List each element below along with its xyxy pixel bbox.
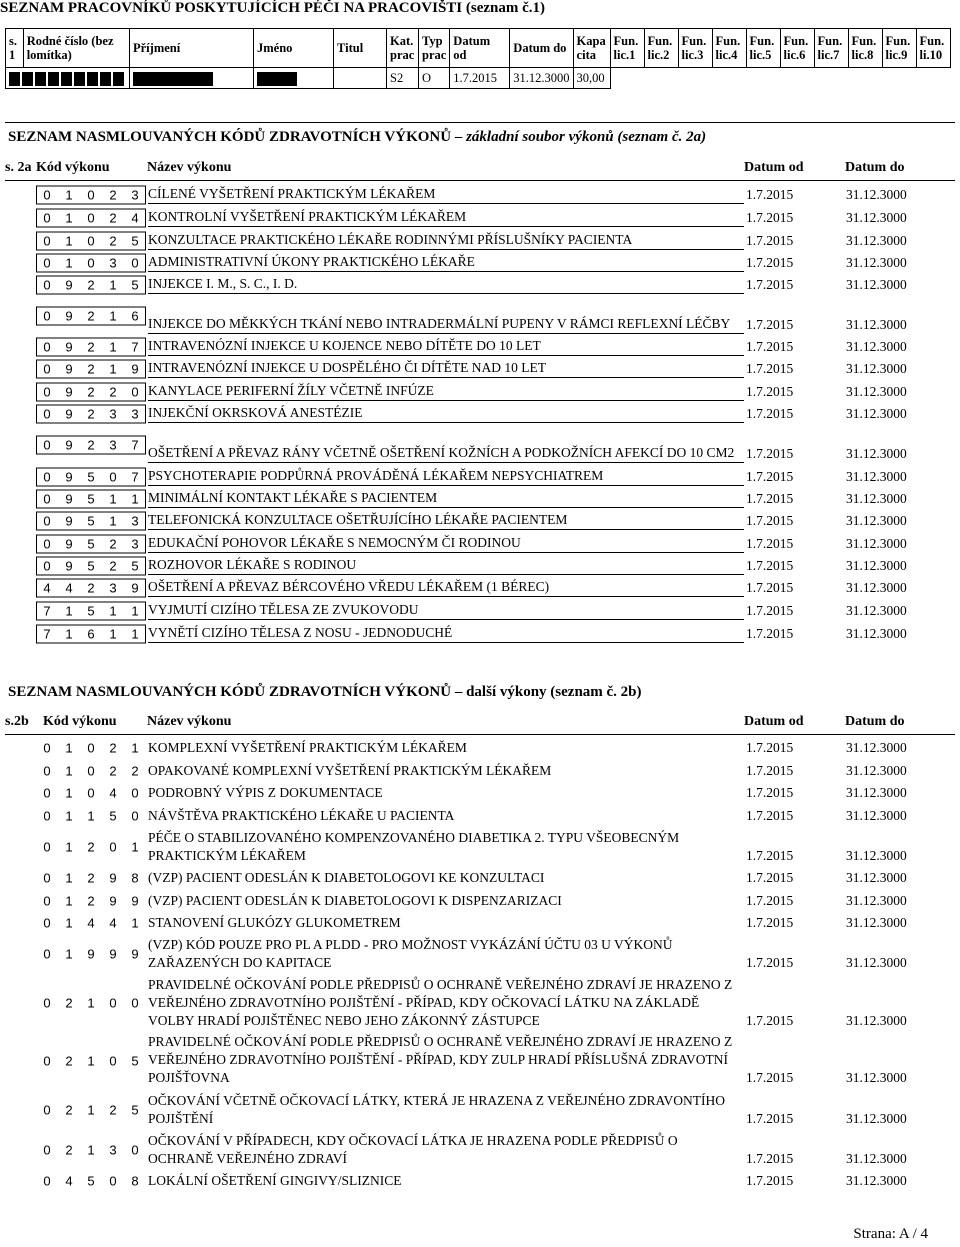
- date-to: 31.12.3000: [846, 210, 907, 225]
- surname-redacted: [130, 68, 254, 89]
- code-name: VYNĚTÍ CIZÍHO TĚLESA Z NOSU - JEDNODUCHÉ: [148, 624, 744, 643]
- date-to: 31.12.3000: [846, 626, 907, 641]
- code-name: STANOVENÍ GLUKÓZY GLUKOMETREM: [148, 915, 401, 930]
- date-to: 31.12.3000: [846, 1111, 907, 1126]
- date-to: 31.12.3000: [846, 1151, 907, 1166]
- staff-header-cell: Datum do: [510, 29, 573, 68]
- date-to: 31.12.3000: [846, 339, 907, 354]
- datum-do-cell: 31.12.3000: [510, 68, 573, 89]
- date-from: 1.7.2015: [746, 536, 794, 551]
- code-digits: 0 9 5 1 1: [36, 488, 146, 510]
- code-name: OČKOVÁNÍ V PŘÍPADECH, KDY OČKOVACÍ LÁTKA JE HRAZENA PODLE PŘEDPISŮ O OCHRANĚ VEŘEJNÉHO ZDRAVÍ: [148, 1133, 678, 1166]
- date-from: 1.7.2015: [746, 187, 794, 202]
- code-row: [36, 274, 926, 296]
- code-name: CÍLENÉ VYŠETŘENÍ PRAKTICKÝM LÉKAŘEM: [148, 185, 744, 204]
- code-name: KOMPLEXNÍ VYŠETŘENÍ PRAKTICKÝM LÉKAŘEM: [148, 740, 467, 755]
- code-name: TELEFONICKÁ KONZULTACE OŠETŘUJÍCÍHO LÉKAŘE PACIENTEM: [148, 511, 744, 530]
- date-from: 1.7.2015: [746, 580, 794, 595]
- date-from: 1.7.2015: [746, 233, 794, 248]
- list1-title: SEZNAM PRACOVNÍKŮ POSKYTUJÍCÍCH PÉČI NA PRACOVIŠTI (seznam č.1): [0, 0, 546, 16]
- code-name: (VZP) PACIENT ODESLÁN K DIABETOLOGOVI K DISPENZARIZACI: [148, 893, 562, 908]
- date-from: 1.7.2015: [746, 785, 794, 800]
- staff-header-cell: Titul: [334, 29, 387, 68]
- code-row: [36, 184, 926, 206]
- code-row: [36, 532, 926, 555]
- code-name: PRAVIDELNÉ OČKOVÁNÍ PODLE PŘEDPISŮ O OCHRANĚ VEŘEJNÉHO ZDRAVÍ JE HRAZENO Z VEŘEJNÉHO ZDRAVOTNÍHO POJIŠTĚNÍ - PŘÍPAD, KDY ZULP HRADÍ PŘÍSLUŠNÁ ZDRAVOTNÍ POJIŠŤOVNA: [148, 1034, 733, 1085]
- code-name: INJEKCE DO MĚKKÝCH TKÁNÍ NEBO INTRADERMÁLNÍ PUPENY V RÁMCI REFLEXNÍ LÉČBY: [148, 315, 744, 334]
- code-name: KANYLACE PERIFERNÍ ŽÍLY VČETNĚ INFÚZE: [148, 382, 744, 401]
- code-row: [36, 252, 926, 274]
- code-row: [36, 759, 926, 782]
- date-from: 1.7.2015: [746, 339, 794, 354]
- code-digits: 0 1 0 2 4: [36, 206, 146, 229]
- date-from: 1.7.2015: [746, 1173, 794, 1188]
- date-to: 31.12.3000: [846, 808, 907, 823]
- date-to: 31.12.3000: [846, 955, 907, 970]
- code-name: KONTROLNÍ VYŠETŘENÍ PRAKTICKÝM LÉKAŘEM: [148, 208, 744, 227]
- code-digits: 0 9 2 3 7: [36, 425, 146, 465]
- code-digits: 0 4 5 0 8: [43, 1173, 139, 1189]
- date-from: 1.7.2015: [746, 361, 794, 376]
- date-to: 31.12.3000: [846, 1070, 907, 1085]
- code-digits: 0 9 5 0 7: [36, 465, 146, 488]
- code-name: INTRAVENÓZNÍ INJEKCE U DOSPĚLÉHO ČI DÍTĚTE NAD 10 LET: [148, 359, 744, 378]
- date-to: 31.12.3000: [846, 763, 907, 778]
- code-name: PSYCHOTERAPIE PODPŮRNÁ PROVÁDĚNÁ LÉKAŘEM NEPSYCHIATREM: [148, 467, 744, 486]
- code-name: NÁVŠTĚVA PRAKTICKÉHO LÉKAŘE U PACIENTA: [148, 808, 455, 823]
- code-digits: 7 1 5 1 1: [36, 599, 146, 622]
- code-row: [36, 206, 926, 229]
- date-from: 1.7.2015: [746, 603, 794, 618]
- staff-header-cell: Fun. lic.3: [678, 29, 712, 68]
- page-footer: Strana: A / 4: [853, 1226, 928, 1242]
- code-row: [36, 889, 926, 912]
- date-from: 1.7.2015: [746, 1070, 794, 1085]
- code-name: VYJMUTÍ CIZÍHO TĚLESA ZE ZVUKOVODU: [148, 601, 744, 620]
- code-digits: 0 1 2 9 8: [43, 870, 139, 886]
- staff-header-cell: s. 1: [6, 29, 24, 68]
- code-row: [36, 1089, 926, 1130]
- staff-header-cell: Fun. lic.7: [814, 29, 848, 68]
- code-digits: 0 1 2 0 1: [43, 839, 139, 855]
- code-row: [36, 380, 926, 403]
- code-row: [36, 599, 926, 622]
- code-row: [36, 912, 926, 934]
- staff-header-cell: Fun. lic.9: [882, 29, 916, 68]
- firstname-redacted: [254, 68, 334, 89]
- code-digits: 0 1 1 5 0: [43, 808, 139, 823]
- code-digits: 0 2 1 2 5: [43, 1102, 139, 1117]
- date-to: 31.12.3000: [846, 580, 907, 595]
- code-digits: 0 2 1 0 0: [43, 995, 139, 1011]
- date-from: 1.7.2015: [746, 1151, 794, 1166]
- code-digits: 0 1 9 9 9: [43, 946, 139, 962]
- list2b-column-header: s.2b Kód výkonu Název výkonu Datum od Datum do: [5, 710, 955, 735]
- date-from: 1.7.2015: [746, 317, 794, 332]
- date-from: 1.7.2015: [746, 491, 794, 506]
- code-row: [36, 465, 926, 488]
- date-from: 1.7.2015: [746, 740, 794, 755]
- staff-header-cell: Fun. lic.5: [746, 29, 780, 68]
- date-from: 1.7.2015: [746, 384, 794, 399]
- date-from: 1.7.2015: [746, 1111, 794, 1126]
- date-to: 31.12.3000: [846, 603, 907, 618]
- date-to: 31.12.3000: [846, 1013, 907, 1028]
- code-row: [36, 336, 926, 358]
- staff-header-cell: Fun. lic.2: [644, 29, 678, 68]
- code-row: [36, 425, 926, 465]
- code-row: [36, 782, 926, 804]
- code-name: OPAKOVANÉ KOMPLEXNÍ VYŠETŘENÍ PRAKTICKÝM LÉKAŘEM: [148, 763, 552, 778]
- date-to: 31.12.3000: [846, 740, 907, 755]
- code-name: LOKÁLNÍ OŠETŘENÍ GINGIVY/SLIZNICE: [148, 1173, 402, 1188]
- code-row: [36, 974, 926, 1032]
- code-digits: 0 1 0 2 1: [43, 740, 139, 756]
- code-name: PODROBNÝ VÝPIS Z DOKUMENTACE: [148, 785, 383, 800]
- typ-cell: O: [419, 68, 450, 89]
- staff-table-row: [6, 68, 951, 89]
- code-row: [36, 827, 926, 867]
- code-row: [36, 804, 926, 827]
- staff-header-cell: Rodné číslo (bez lomítka): [23, 29, 129, 68]
- title-cell: [334, 68, 387, 89]
- staff-header-cell: Datum od: [450, 29, 510, 68]
- code-digits: 0 1 0 2 5: [36, 229, 146, 252]
- list2a-column-header: s. 2a Kód výkonu Název výkonu Datum od Datum do: [5, 156, 955, 181]
- code-row: [36, 229, 926, 252]
- date-to: 31.12.3000: [846, 558, 907, 573]
- date-to: 31.12.3000: [846, 848, 907, 863]
- code-name: OŠETŘENÍ A PŘEVAZ BÉRCOVÉHO VŘEDU LÉKAŘEM (1 BÉREC): [148, 578, 744, 597]
- date-from: 1.7.2015: [746, 513, 794, 528]
- code-name: INJEKČNÍ OKRSKOVÁ ANESTÉZIE: [148, 404, 744, 423]
- date-from: 1.7.2015: [746, 277, 794, 292]
- staff-header-cell: Příjmení: [130, 29, 254, 68]
- date-to: 31.12.3000: [846, 870, 907, 885]
- kapacita-cell: 30,00: [573, 68, 610, 89]
- code-digits: 0 2 1 0 5: [43, 1053, 139, 1068]
- code-name: (VZP) KÓD POUZE PRO PL A PLDD - PRO MOŽNOST VYKÁZÁNÍ ÚČTU 03 U VÝKONŮ ZAŘAZENÝCH DO KAPITACE: [148, 937, 673, 970]
- date-to: 31.12.3000: [846, 469, 907, 484]
- code-digits: 0 9 2 3 3: [36, 403, 146, 425]
- date-from: 1.7.2015: [746, 1013, 794, 1028]
- list2b-title: SEZNAM NASMLOUVANÝCH KÓDŮ ZDRAVOTNÍCH VÝKONŮ – další výkony (seznam č. 2b): [8, 684, 642, 700]
- date-from: 1.7.2015: [746, 469, 794, 484]
- date-to: 31.12.3000: [846, 406, 907, 421]
- empty-cell: [610, 68, 950, 89]
- date-from: 1.7.2015: [746, 808, 794, 823]
- code-digits: 7 1 6 1 1: [36, 622, 146, 645]
- staff-header-cell: Typ prac: [419, 29, 450, 68]
- code-digits: 0 1 0 3 0: [36, 252, 146, 274]
- code-row: [36, 622, 926, 645]
- date-from: 1.7.2015: [746, 406, 794, 421]
- code-name: OŠETŘENÍ A PŘEVAZ RÁNY VČETNĚ OŠETŘENÍ KOŽNÍCH A PODKOŽNÍCH AFEKCÍ DO 10 CM2: [148, 444, 744, 463]
- date-from: 1.7.2015: [746, 848, 794, 863]
- date-to: 31.12.3000: [846, 384, 907, 399]
- staff-header-cell: Fun. lic.1: [610, 29, 644, 68]
- code-digits: 0 1 2 9 9: [43, 893, 139, 908]
- code-digits: 4 4 2 3 9: [36, 577, 146, 599]
- separator: [5, 122, 955, 123]
- date-from: 1.7.2015: [746, 255, 794, 270]
- kat-cell: S2: [387, 68, 419, 89]
- staff-header-cell: Fun. lic.6: [780, 29, 814, 68]
- code-row: [36, 488, 926, 510]
- code-digits: 0 9 2 1 6: [36, 296, 146, 336]
- code-name: INJEKCE I. M., S. C., I. D.: [148, 275, 744, 294]
- date-to: 31.12.3000: [846, 915, 907, 930]
- code-name: PÉČE O STABILIZOVANÉHO KOMPENZOVANÉHO DIABETIKA 2. TYPU VŠEOBECNÝM PRAKTICKÝM LÉKAŘEM: [148, 830, 680, 863]
- code-name: ADMINISTRATIVNÍ ÚKONY PRAKTICKÉHO LÉKAŘE: [148, 253, 744, 272]
- date-from: 1.7.2015: [746, 626, 794, 641]
- code-row: [36, 1170, 926, 1192]
- code-digits: 0 2 1 3 0: [43, 1142, 139, 1158]
- date-to: 31.12.3000: [846, 491, 907, 506]
- code-digits: 0 1 0 2 3: [36, 184, 146, 206]
- code-digits: 0 9 2 1 9: [36, 358, 146, 380]
- code-digits: 0 9 5 2 5: [36, 555, 146, 577]
- date-to: 31.12.3000: [846, 893, 907, 908]
- staff-table: [5, 28, 951, 89]
- date-to: 31.12.3000: [846, 513, 907, 528]
- code-row: [36, 403, 926, 425]
- date-from: 1.7.2015: [746, 893, 794, 908]
- code-row: [36, 510, 926, 532]
- code-name: OČKOVÁNÍ VČETNĚ OČKOVACÍ LÁTKY, KTERÁ JE HRAZENA Z VEŘEJNÉHO ZDRAVONTÍHO POJIŠTĚNÍ: [148, 1093, 725, 1126]
- datum-od-cell: 1.7.2015: [450, 68, 510, 89]
- code-row: [36, 577, 926, 599]
- date-to: 31.12.3000: [846, 255, 907, 270]
- staff-header-cell: Fun. lic.4: [712, 29, 746, 68]
- staff-header-cell: Fun. li.10: [916, 29, 950, 68]
- date-from: 1.7.2015: [746, 870, 794, 885]
- staff-header-cell: Kapa cita: [573, 29, 610, 68]
- staff-header-cell: Kat. prac: [387, 29, 419, 68]
- code-name: MINIMÁLNÍ KONTAKT LÉKAŘE S PACIENTEM: [148, 489, 744, 508]
- code-digits: 0 9 2 1 7: [36, 336, 146, 358]
- code-name: PRAVIDELNÉ OČKOVÁNÍ PODLE PŘEDPISŮ O OCHRANĚ VEŘEJNÉHO ZDRAVÍ JE HRAZENO Z VEŘEJNÉHO ZDRAVOTNÍHO POJIŠTĚNÍ - PŘÍPAD, KDY OČKOVACÍ LÁTKU NA ZÁKLADĚ VOLBY HRADÍ POJIŠTĚNEC NEBO JEHO ZÁKONNÝ ZÁSTUPCE: [148, 977, 733, 1028]
- date-from: 1.7.2015: [746, 955, 794, 970]
- code-row: [36, 934, 926, 974]
- date-from: 1.7.2015: [746, 763, 794, 778]
- code-name: (VZP) PACIENT ODESLÁN K DIABETOLOGOVI KE KONZULTACI: [148, 870, 545, 885]
- date-to: 31.12.3000: [846, 233, 907, 248]
- staff-header-cell: Fun. lic.8: [848, 29, 882, 68]
- code-digits: 0 1 4 4 1: [43, 915, 139, 931]
- date-to: 31.12.3000: [846, 1173, 907, 1188]
- code-row: [36, 1130, 926, 1170]
- code-row: [36, 1032, 926, 1089]
- date-to: 31.12.3000: [846, 277, 907, 292]
- code-digits: 0 9 2 1 5: [36, 274, 146, 296]
- code-row: [36, 555, 926, 577]
- code-digits: 0 9 2 2 0: [36, 380, 146, 403]
- date-from: 1.7.2015: [746, 210, 794, 225]
- code-digits: 0 1 0 2 2: [43, 763, 139, 778]
- code-digits: 0 1 0 4 0: [43, 785, 139, 801]
- date-to: 31.12.3000: [846, 317, 907, 332]
- staff-table-header: [6, 29, 951, 68]
- date-to: 31.12.3000: [846, 361, 907, 376]
- date-to: 31.12.3000: [846, 187, 907, 202]
- staff-header-cell: Jméno: [254, 29, 334, 68]
- code-name: INTRAVENÓZNÍ INJEKCE U KOJENCE NEBO DÍTĚTE DO 10 LET: [148, 337, 744, 356]
- code-name: ROZHOVOR LÉKAŘE S RODINOU: [148, 556, 744, 575]
- date-from: 1.7.2015: [746, 915, 794, 930]
- birth-number-redacted: [6, 68, 130, 89]
- code-digits: 0 9 5 1 3: [36, 510, 146, 532]
- list2a-title: SEZNAM NASMLOUVANÝCH KÓDŮ ZDRAVOTNÍCH VÝKONŮ – základní soubor výkonů (seznam č. 2a): [8, 129, 707, 145]
- date-from: 1.7.2015: [746, 558, 794, 573]
- code-row: [36, 867, 926, 889]
- date-to: 31.12.3000: [846, 536, 907, 551]
- code-row: [36, 358, 926, 380]
- code-row: [36, 737, 926, 759]
- code-name: EDUKAČNÍ POHOVOR LÉKAŘE S NEMOCNÝM ČI RODINOU: [148, 534, 744, 553]
- date-from: 1.7.2015: [746, 446, 794, 461]
- code-row: [36, 296, 926, 336]
- date-to: 31.12.3000: [846, 785, 907, 800]
- date-to: 31.12.3000: [846, 446, 907, 461]
- code-digits: 0 9 5 2 3: [36, 532, 146, 555]
- code-name: KONZULTACE PRAKTICKÉHO LÉKAŘE RODINNÝMI PŘÍSLUŠNÍKY PACIENTA: [148, 231, 744, 250]
